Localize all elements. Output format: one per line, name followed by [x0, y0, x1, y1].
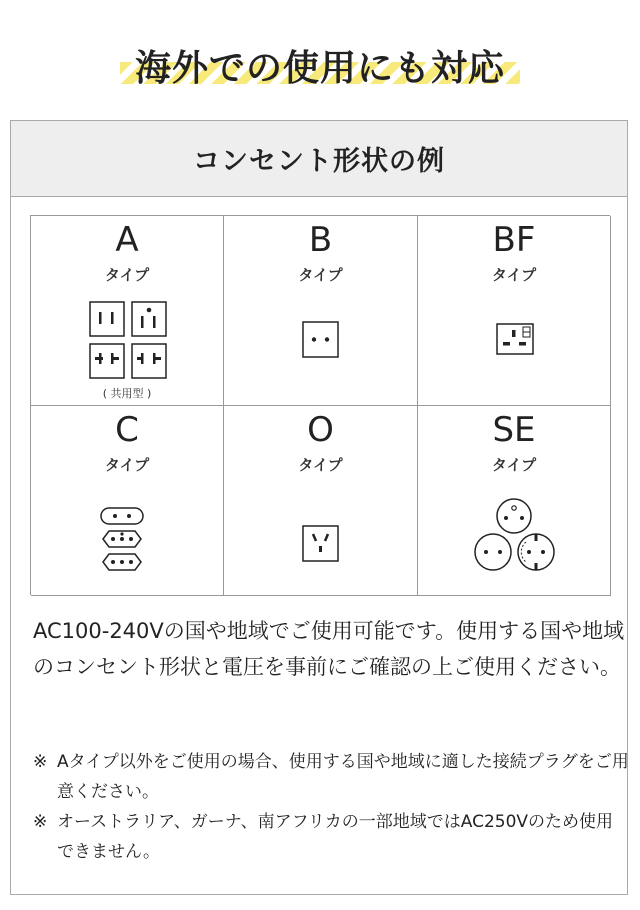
outlet-type-b — [224, 216, 418, 406]
note-text: オーストラリア、ガーナ、南アフリカの一部地域ではAC250Vのため使用できません。 — [57, 812, 614, 862]
type-word: タイプ — [298, 456, 343, 474]
type-letter: O — [307, 410, 334, 450]
socket-illustration-se — [418, 484, 610, 594]
type-word: タイプ — [298, 266, 343, 284]
socket-illustration-b — [224, 294, 417, 404]
note-item — [33, 807, 629, 867]
outlet-type-grid — [30, 215, 610, 595]
type-word: タイプ — [491, 266, 537, 284]
panel-heading: コンセント形状の例 — [11, 121, 627, 197]
type-word: タイプ — [491, 456, 537, 474]
note-item — [33, 747, 629, 807]
type-word: タイプ — [104, 456, 150, 474]
outlet-type-o — [224, 406, 418, 596]
type-letter: A — [115, 220, 139, 260]
outlet-type-bf — [418, 216, 611, 406]
socket-illustration-o — [224, 484, 417, 594]
compatibility-description: AC100-240Vの国や地域でご使用可能です。使用する国や地域のコンセント形状と電圧を事前にご確認の上ご使用ください。 — [33, 619, 625, 679]
note-mark: ※ — [33, 752, 48, 772]
page-title: 海外での使用にも対応 — [134, 48, 505, 89]
shared-type-note: ( 共用型 ) — [102, 387, 152, 400]
outlet-type-a — [31, 216, 224, 406]
type-letter: B — [308, 220, 333, 260]
type-letter: BF — [492, 220, 536, 260]
note-mark: ※ — [33, 812, 48, 832]
outlet-type-c — [31, 406, 224, 596]
outlet-type-se — [418, 406, 611, 596]
note-text: Aタイプ以外をご使用の場合、使用する国や地域に適した接続プラグをご用意ください。 — [57, 752, 629, 802]
type-letter: SE — [492, 410, 536, 450]
type-letter: C — [115, 410, 139, 450]
title-block — [0, 30, 640, 100]
socket-illustration-bf — [418, 294, 610, 404]
socket-illustration-c — [31, 484, 223, 594]
type-word: タイプ — [104, 266, 150, 284]
outlet-panel — [10, 120, 628, 895]
notes-list — [33, 747, 629, 867]
